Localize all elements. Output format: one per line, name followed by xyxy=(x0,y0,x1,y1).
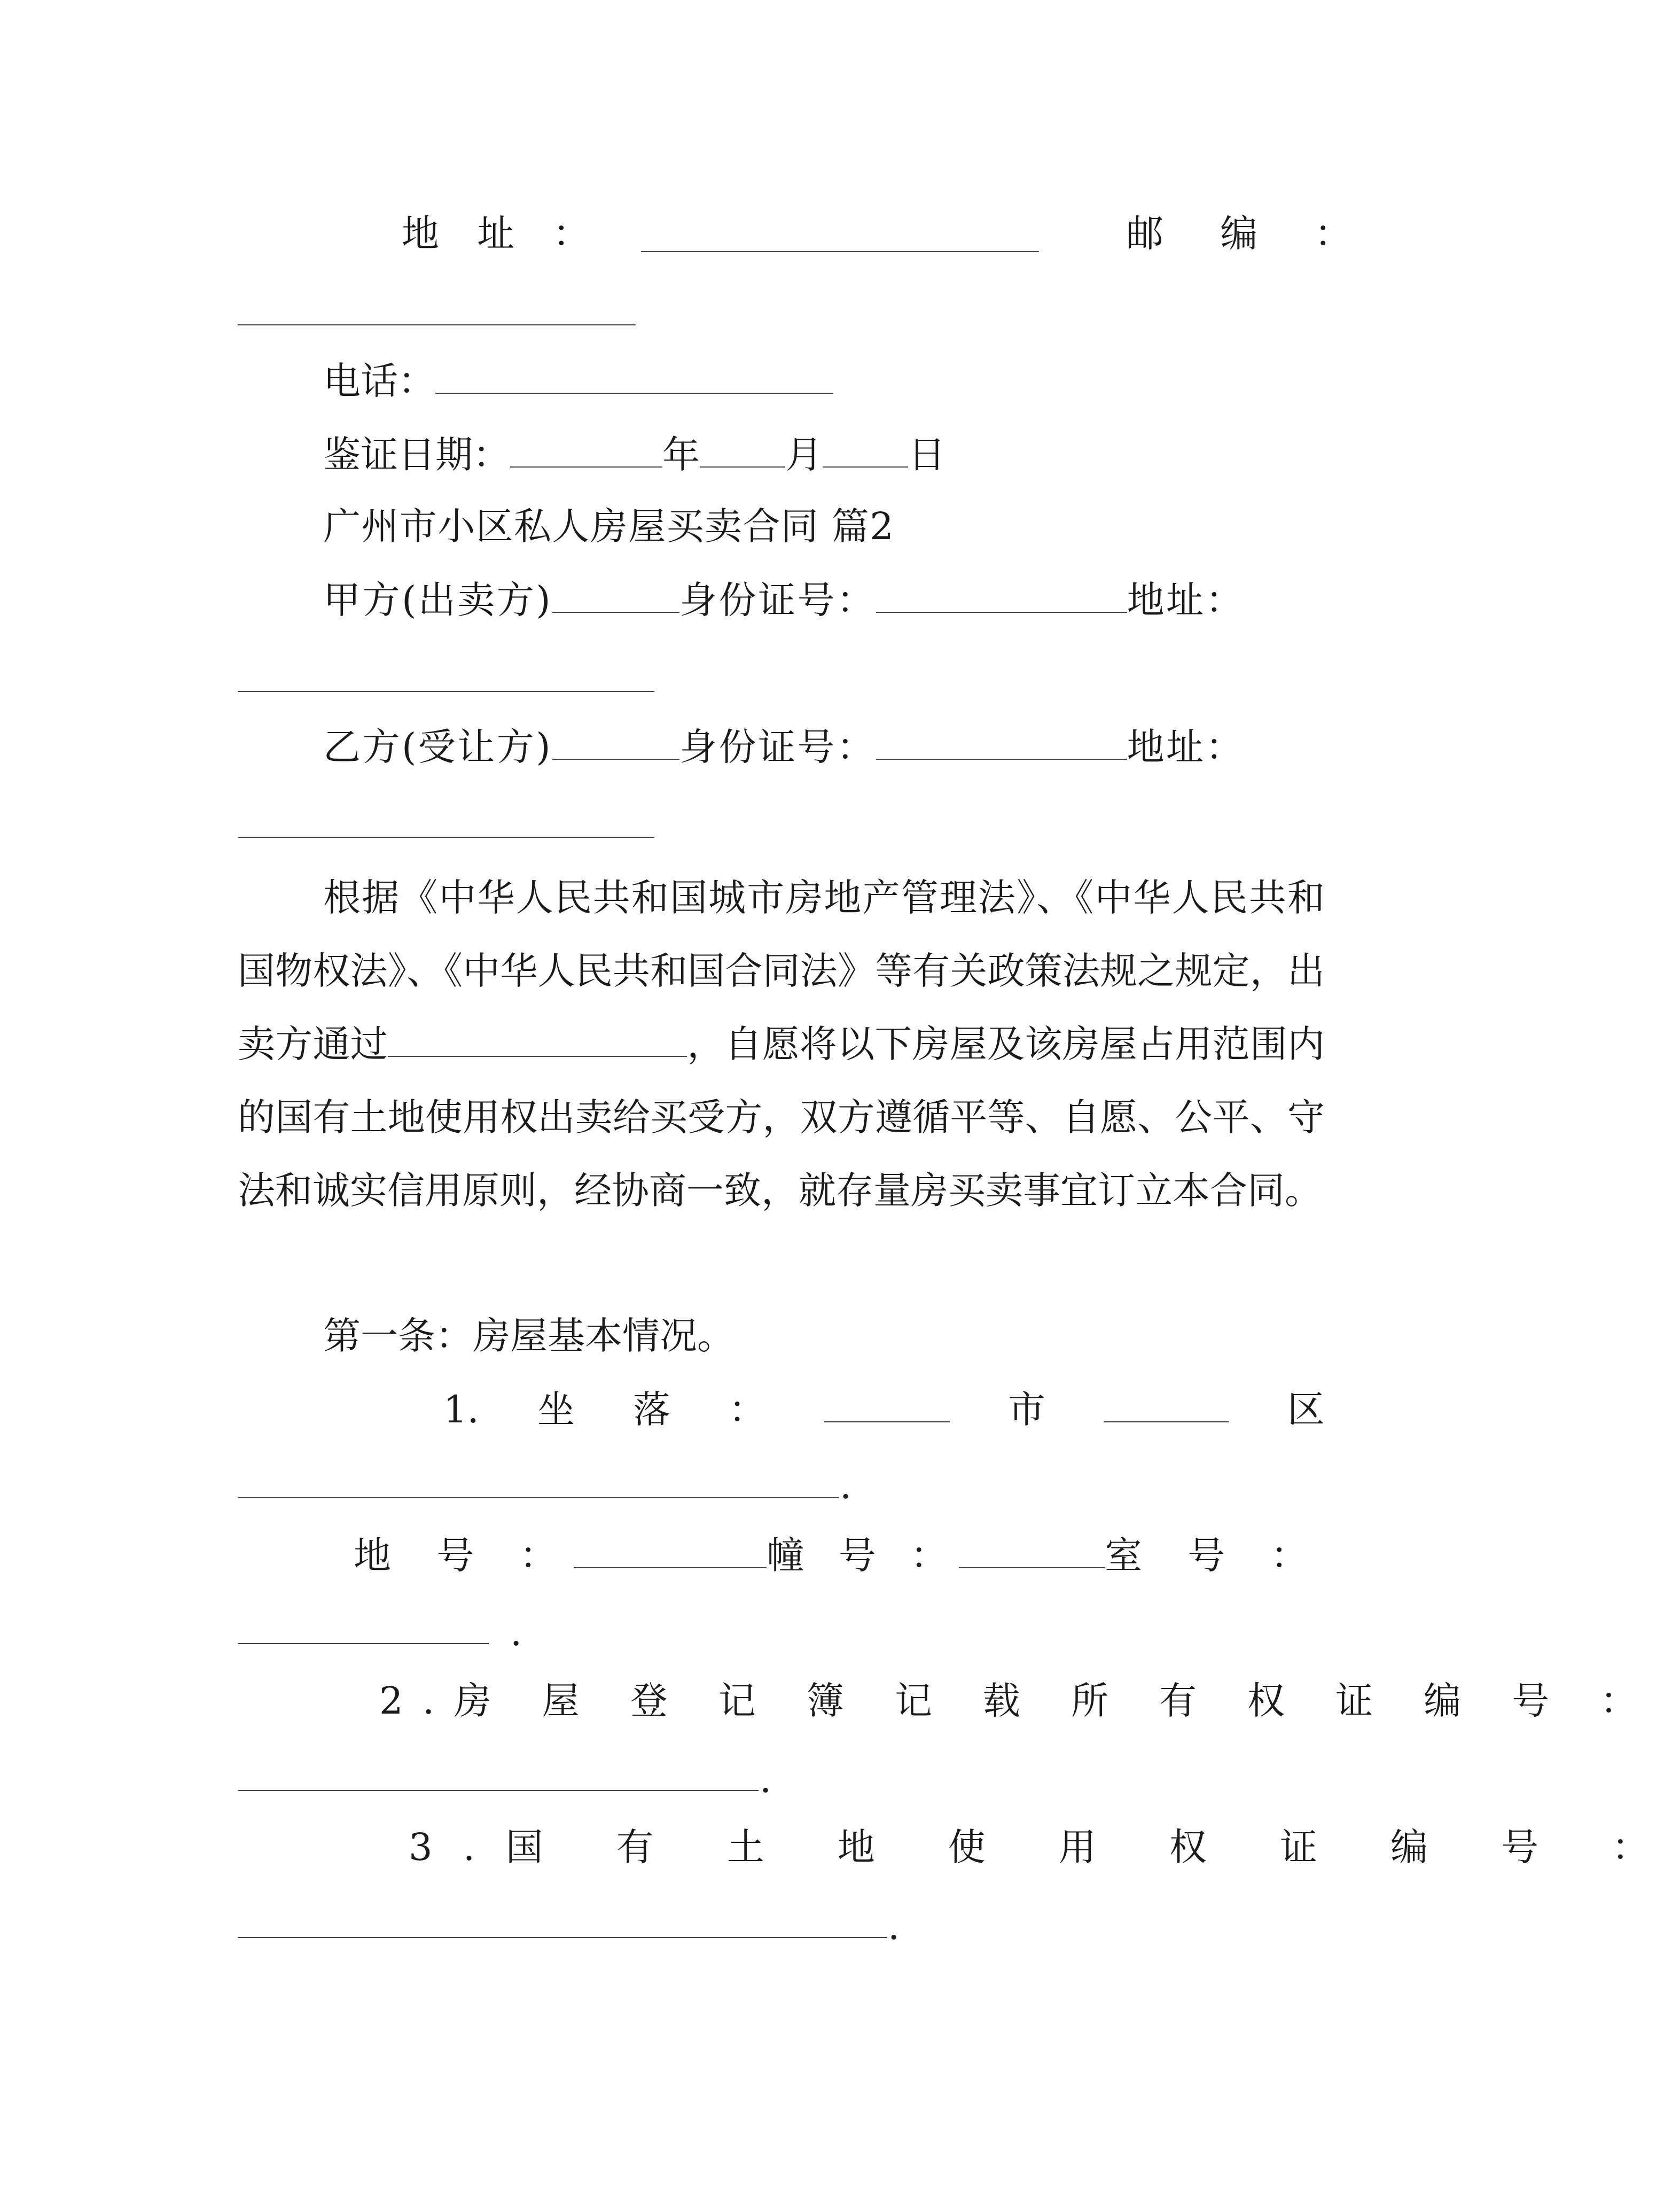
phone-line xyxy=(323,355,833,405)
location-label-1: 坐 xyxy=(537,1388,575,1431)
month-label: 月 xyxy=(785,433,823,477)
buyer-id-blank[interactable] xyxy=(876,721,1127,760)
item3-period: . xyxy=(888,1904,900,1948)
location-period: . xyxy=(840,1464,852,1507)
location-number: 1. xyxy=(443,1388,479,1431)
preamble-part2: ，自愿将以下房屋及该房屋占用范围内的国有土地使用权出卖给买受方，双方遵循平等、自愿、公平、守法和诚实信用原则，经协商一致，就存量房买卖事宜订立本合同。 xyxy=(238,1022,1325,1212)
buyer-address-blank[interactable] xyxy=(238,837,654,838)
district-label: 区 xyxy=(1287,1388,1325,1431)
phone-label: 电话： xyxy=(323,359,435,403)
item3-blank[interactable] xyxy=(238,1937,887,1938)
preamble-part1: 根据《中华人民共和国城市房地产管理法》、《中华人民共和国物权法》、《中华人民共和国合同法》等有关政策法规之规定，出卖方通过 xyxy=(238,876,1325,1066)
item2-period: . xyxy=(760,1757,772,1801)
item2-label: 房 屋 登 记 簿 记 载 所 有 权 证 编 号 ： xyxy=(454,1679,1657,1723)
item2-number: 2. xyxy=(379,1679,454,1723)
location-line xyxy=(443,1384,1325,1434)
day-blank[interactable] xyxy=(823,429,908,468)
lot-building-room-line xyxy=(354,1530,1325,1579)
buyer-address-label: 地址： xyxy=(1127,725,1245,769)
section-title: 广州市小区私人房屋买卖合同 篇2 xyxy=(323,504,895,548)
month-blank[interactable] xyxy=(700,429,785,468)
year-label: 年 xyxy=(662,433,700,477)
seller-line xyxy=(323,574,1245,624)
buyer-name-blank[interactable] xyxy=(552,721,679,760)
preamble-paragraph xyxy=(238,861,1325,1227)
date-label: 鉴证日期： xyxy=(323,433,510,477)
buyer-id-label: 身份证号： xyxy=(679,725,876,769)
year-blank[interactable] xyxy=(510,429,662,468)
city-label: 市 xyxy=(1007,1388,1045,1431)
postcode-blank[interactable] xyxy=(238,324,636,325)
room-blank[interactable] xyxy=(238,1643,489,1644)
location-colon: ： xyxy=(728,1388,766,1431)
buyer-role: 乙方(受让方) xyxy=(323,725,553,769)
location-detail-blank[interactable] xyxy=(238,1497,839,1498)
phone-blank[interactable] xyxy=(435,355,833,394)
lot-blank[interactable] xyxy=(574,1530,767,1568)
seller-address-blank[interactable] xyxy=(238,691,654,692)
verification-date-line xyxy=(323,429,946,479)
seller-address-label: 地址： xyxy=(1127,578,1245,622)
building-blank[interactable] xyxy=(959,1530,1105,1568)
address-label: 地 址 ： xyxy=(402,212,604,255)
postcode-label: 邮 编 ： xyxy=(1126,212,1374,255)
location-label-2: 落 xyxy=(632,1388,670,1431)
building-label: 幢 号 ： xyxy=(767,1534,959,1577)
city-blank[interactable] xyxy=(824,1384,950,1422)
room-period: . xyxy=(510,1610,522,1654)
seller-id-blank[interactable] xyxy=(876,574,1127,613)
item3-label: 国 有 土 地 使 用 权 证 编 号 ： xyxy=(505,1825,1680,1869)
seller-role: 甲方(出卖方) xyxy=(323,578,553,622)
seller-id-label: 身份证号： xyxy=(679,578,876,622)
article1-title: 第一条：房屋基本情况。 xyxy=(323,1314,734,1358)
item2-line xyxy=(379,1677,1657,1725)
item3-number: 3. xyxy=(409,1825,506,1869)
preamble-method-blank[interactable] xyxy=(388,1024,687,1057)
item3-line xyxy=(409,1823,1680,1871)
address-blank[interactable] xyxy=(641,251,1039,252)
item2-blank[interactable] xyxy=(238,1790,759,1791)
lot-label: 地 号 ： xyxy=(354,1534,574,1577)
buyer-line xyxy=(323,721,1245,771)
district-blank[interactable] xyxy=(1104,1384,1229,1422)
day-label: 日 xyxy=(908,433,946,477)
seller-name-blank[interactable] xyxy=(552,574,679,613)
room-label: 室 号 ： xyxy=(1104,1534,1325,1577)
